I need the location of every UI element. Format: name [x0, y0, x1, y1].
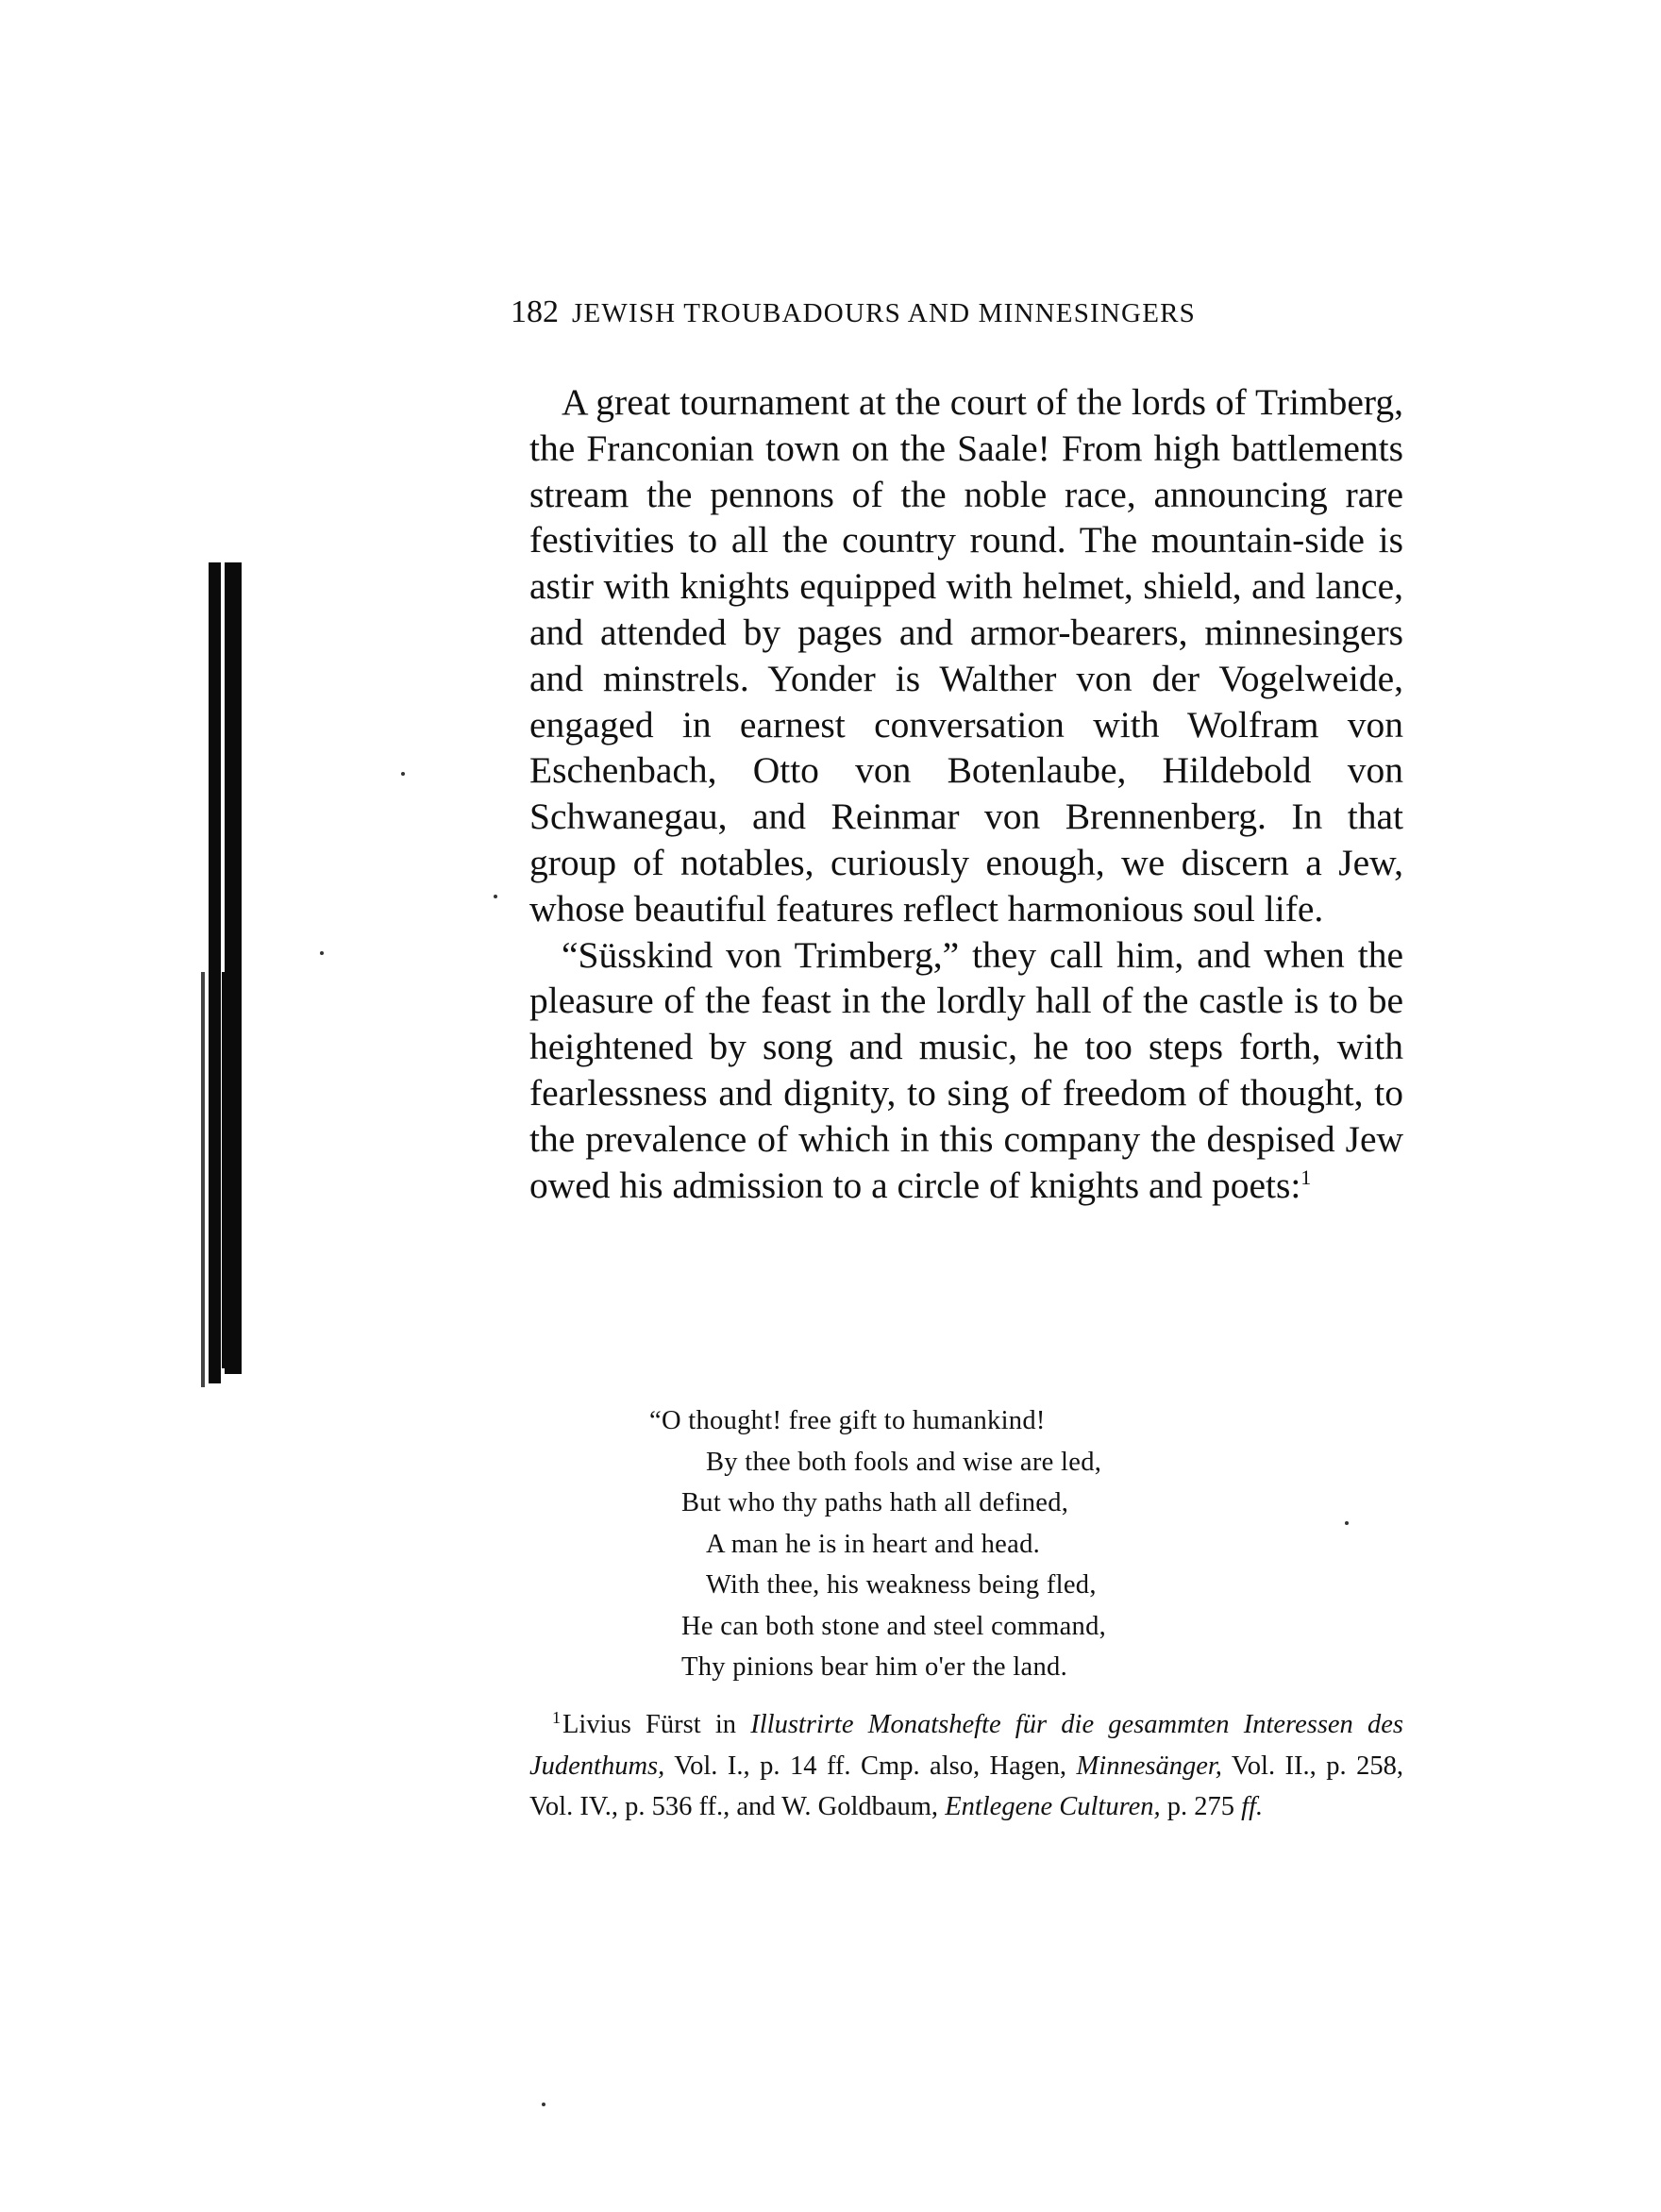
- scan-speck: [1345, 1521, 1349, 1525]
- footnote-work-title: Minnesänger,: [1076, 1751, 1222, 1781]
- poem-line: With thee, his weakness being fled,: [706, 1570, 1097, 1600]
- footnote-author: Livius Fürst in: [562, 1710, 737, 1739]
- footnote: [529, 1704, 1403, 1828]
- running-head: [511, 294, 1322, 336]
- footnote-reference: 1: [1300, 1165, 1312, 1189]
- footnote-reference-text: Vol. I., p. 14 ff. Cmp. also, Hagen,: [674, 1751, 1067, 1781]
- footnote-reference-text: Vol. II., p. 258, Vol. IV., p. 536 ff., and W. Goldbaum,: [529, 1751, 1403, 1821]
- scan-speck: [401, 772, 405, 776]
- scan-speck: [542, 2103, 545, 2106]
- footnote-work-title: Illustrirte Monatshefte für die gesammten Interessen des Judenthums,: [529, 1710, 1404, 1781]
- scan-binding-bar: [209, 562, 221, 1383]
- paragraph-text: “Süsskind von Trimberg,” they call him, and when the pleasure of the feast in the lordly hall of the castle is to be heightened by song and music, he too steps forth, with fearlessness and dignity, to sing of freedom of thought, to the prevalence of which in this company the despised Jew owed his admission to a circle of knights and poets:: [529, 933, 1403, 1206]
- paragraph: [529, 379, 1403, 932]
- poem-line: “O thought! free gift to humankind!: [649, 1406, 1046, 1435]
- footnote-text: [529, 1704, 1403, 1828]
- poem-line: By thee both fools and wise are led,: [706, 1447, 1102, 1477]
- footnote-ff: ff.: [1241, 1792, 1264, 1821]
- paragraph: [529, 932, 1403, 1209]
- scan-speck: [494, 895, 497, 898]
- poem-line: Thy pinions bear him o'er the land.: [681, 1652, 1067, 1682]
- body-text: [529, 379, 1403, 1208]
- page-number: 182: [511, 294, 559, 329]
- poem-block: [649, 1400, 1329, 1688]
- footnote-mark: 1: [552, 1707, 561, 1727]
- running-title: JEWISH TROUBADOURS AND MINNESINGERS: [572, 298, 1196, 328]
- footnote-reference-text: p. 275: [1166, 1792, 1235, 1821]
- scan-binding-bar: [201, 972, 205, 1387]
- scan-speck: [320, 951, 324, 955]
- poem-line: A man he is in heart and head.: [706, 1529, 1041, 1559]
- poem-line: But who thy paths hath all defined,: [681, 1488, 1069, 1517]
- footnote-work-title: Entlegene Culturen,: [945, 1792, 1161, 1821]
- scan-binding-bar: [222, 972, 227, 1368]
- paragraph-text: A great tournament at the court of the lords of Trimberg, the Franconian town on the Saale! From high battlements stream the pennons of the noble race, announcing rare festivities to all the country round. The mountain-side is astir with knights equipped with helmet, shield, and lance, and attended by pages and armor-bearers, minnesingers and minstrels. Yonder is Walther von der Vogelweide, engaged in earnest conversation with Wolfram von Eschenbach, Otto von Botenlaube, Hildebold von Schwanegau, and Reinmar von Brennenberg. In that group of notables, curiously enough, we discern a Jew, whose beautiful features reflect harmonious soul life.: [529, 381, 1403, 930]
- poem-line: He can both stone and steel command,: [681, 1611, 1107, 1641]
